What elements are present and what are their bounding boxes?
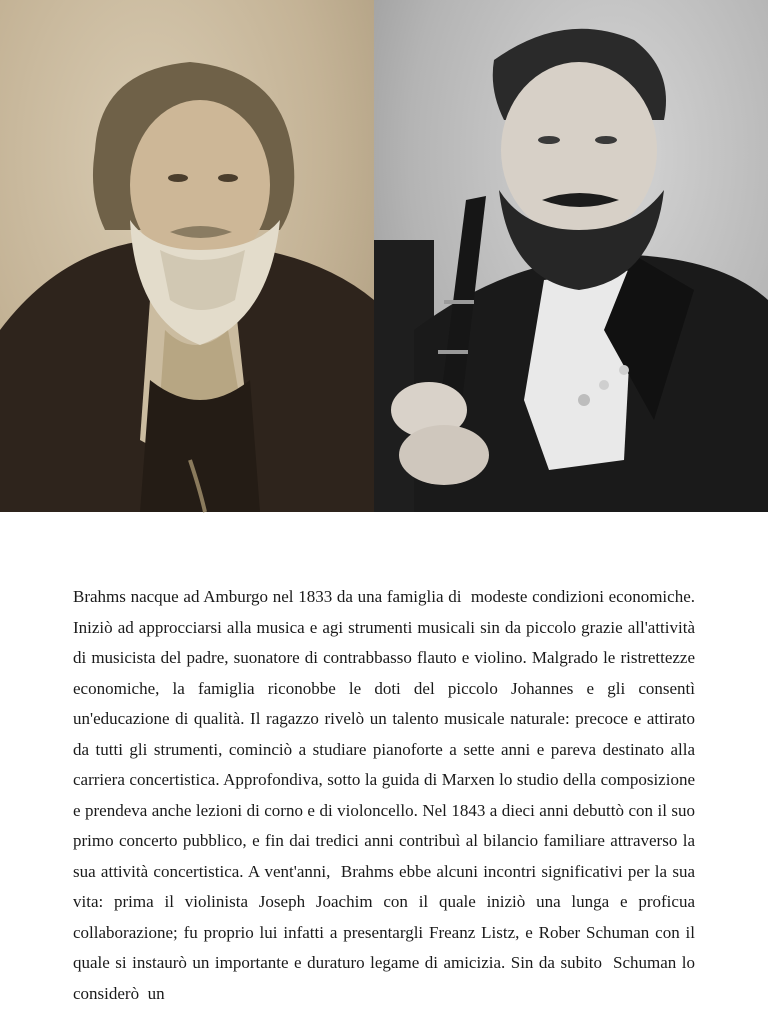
bearded-man-portrait-icon (0, 0, 374, 512)
clarinetist-portrait-image (374, 0, 768, 512)
man-with-clarinet-portrait-icon (374, 0, 768, 512)
article-paragraph: Brahms nacque ad Amburgo nel 1833 da una famiglia di modeste condizioni economiche. Iniziò ad approcciarsi alla musica e agi strumenti musicali sin da piccolo grazie all'attività di musicista del padre, suonatore di contrabbasso flauto e violino. Malgrado le ristrettezze economiche, la famiglia riconobbe le doti del piccolo Johannes e gli consentì un'educazione di qualità. Il ragazzo rivelò un talento musicale naturale: precoce e attirato da tutti gli strumenti, cominciò a studiare pianoforte a sette anni e pareva destinato alla carriera concertistica. Approfondiva, sotto la guida di Marxen lo studio della composizione e prendeva anche lezioni di corno e di violoncello. Nel 1843 a dieci anni debuttò con il suo primo concerto pubblico, e fin dai tredici anni contribuì al bilancio familiare attraverso la sua attività concertistica. A vent'anni, Brahms ebbe alcuni incontri significativi per la sua vita: prima il violinista Joseph Joachim con il quale iniziò una lunga e proficua collaborazione; fu proprio lui infatti a presentargli Freanz Listz, e Rober Schuman con il quale si instaurò un importante e duraturo legame di amicizia. Sin da subito Schuman lo considerò un (73, 587, 700, 1003)
brahms-portrait-image (0, 0, 374, 512)
article-body (73, 582, 700, 1022)
